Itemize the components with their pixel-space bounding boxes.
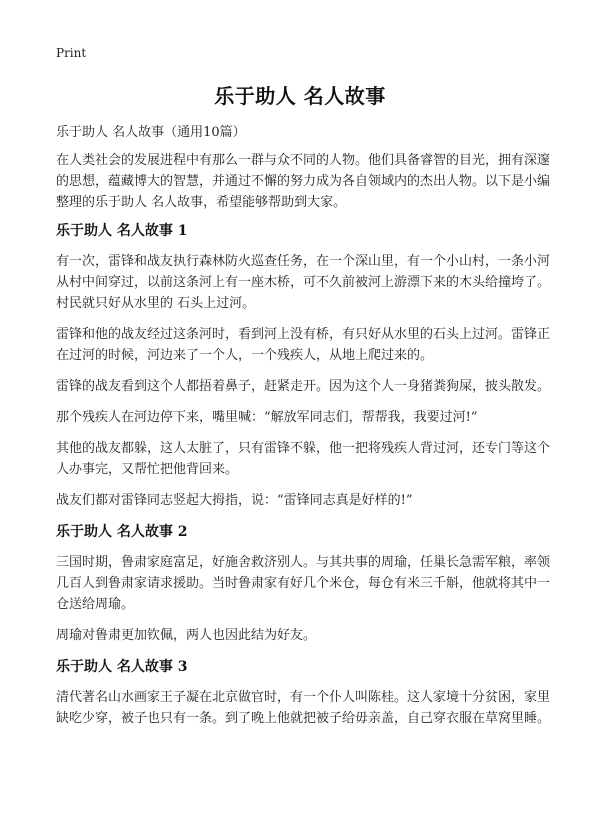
section-title: 乐于助人 名人故事 3 [56, 659, 188, 675]
paragraph: 雷锋的战友看到这个人都捂着鼻子，赶紧走开。因为这个人一身猪粪狗屎，披头散发。 [56, 379, 551, 394]
paragraph: 三国时期，鲁肃家庭富足，好施舍救济别人。与其共事的周瑜，任巢长急需军粮，率领几百人到鲁肃家请求援助。当时鲁肃家有好几个米仓，每仓有米三千斛，他就将其中一仓送给周瑜。 [56, 555, 551, 612]
page-subtitle: 乐于助人 名人故事（通用10篇） [56, 125, 246, 140]
page-title: 乐于助人 名人故事 [214, 84, 386, 108]
article-body [56, 220, 550, 739]
print-label[interactable]: Print [56, 46, 87, 60]
paragraph: 有一次，雷锋和战友执行森林防火巡查任务，在一个深山里，有一个小山村，一条小河从村中间穿过，以前这条河上有一座木桥，可不久前被河上游漂下来的木头给撞垮了。村民就只好从水里的 石头上过河。 [56, 254, 551, 311]
intro-paragraph: 在人类社会的发展进程中有那么一群与众不同的人物。他们具备睿智的目光，拥有深邃的思想，蕴藏博大的智慧，并通过不懈的努力成为各自领域内的杰出人物。以下是小编整理的乐于助人 名人故事，希望能够帮助到大家。 [56, 153, 551, 210]
paragraph: 周瑜对鲁肃更加钦佩，两人也因此结为好友。 [56, 628, 317, 643]
story-section-3 [56, 656, 550, 729]
paragraph: 战友们都对雷锋同志竖起大拇指，说：“雷锋同志真是好样的!” [56, 493, 413, 508]
story-section-1 [56, 220, 550, 511]
paragraph: 那个残疾人在河边停下来，嘴里喊：“解放军同志们，帮帮我，我要过河!” [56, 410, 478, 425]
paragraph: 雷锋和他的战友经过这条河时，看到河上没有桥，有只好从水里的石头上过河。雷锋正在过河的时候，河边来了一个人，一个残疾人，从地上爬过来的。 [56, 327, 551, 363]
section-title: 乐于助人 名人故事 1 [56, 223, 188, 239]
section-title: 乐于助人 名人故事 2 [56, 524, 188, 540]
paragraph: 清代著名山水画家王子凝在北京做官时，有一个仆人叫陈桂。这人家境十分贫困，家里缺吃少穿，被子也只有一条。到了晚上他就把被子给毋亲盖，自己穿衣服在草窝里睡。 [56, 690, 551, 726]
paragraph: 其他的战友都躲，这人太脏了，只有雷锋不躲，他一把将残疾人背过河，还专门等这个人办事完，又帮忙把他背回来。 [56, 441, 551, 477]
story-section-2 [56, 521, 550, 646]
